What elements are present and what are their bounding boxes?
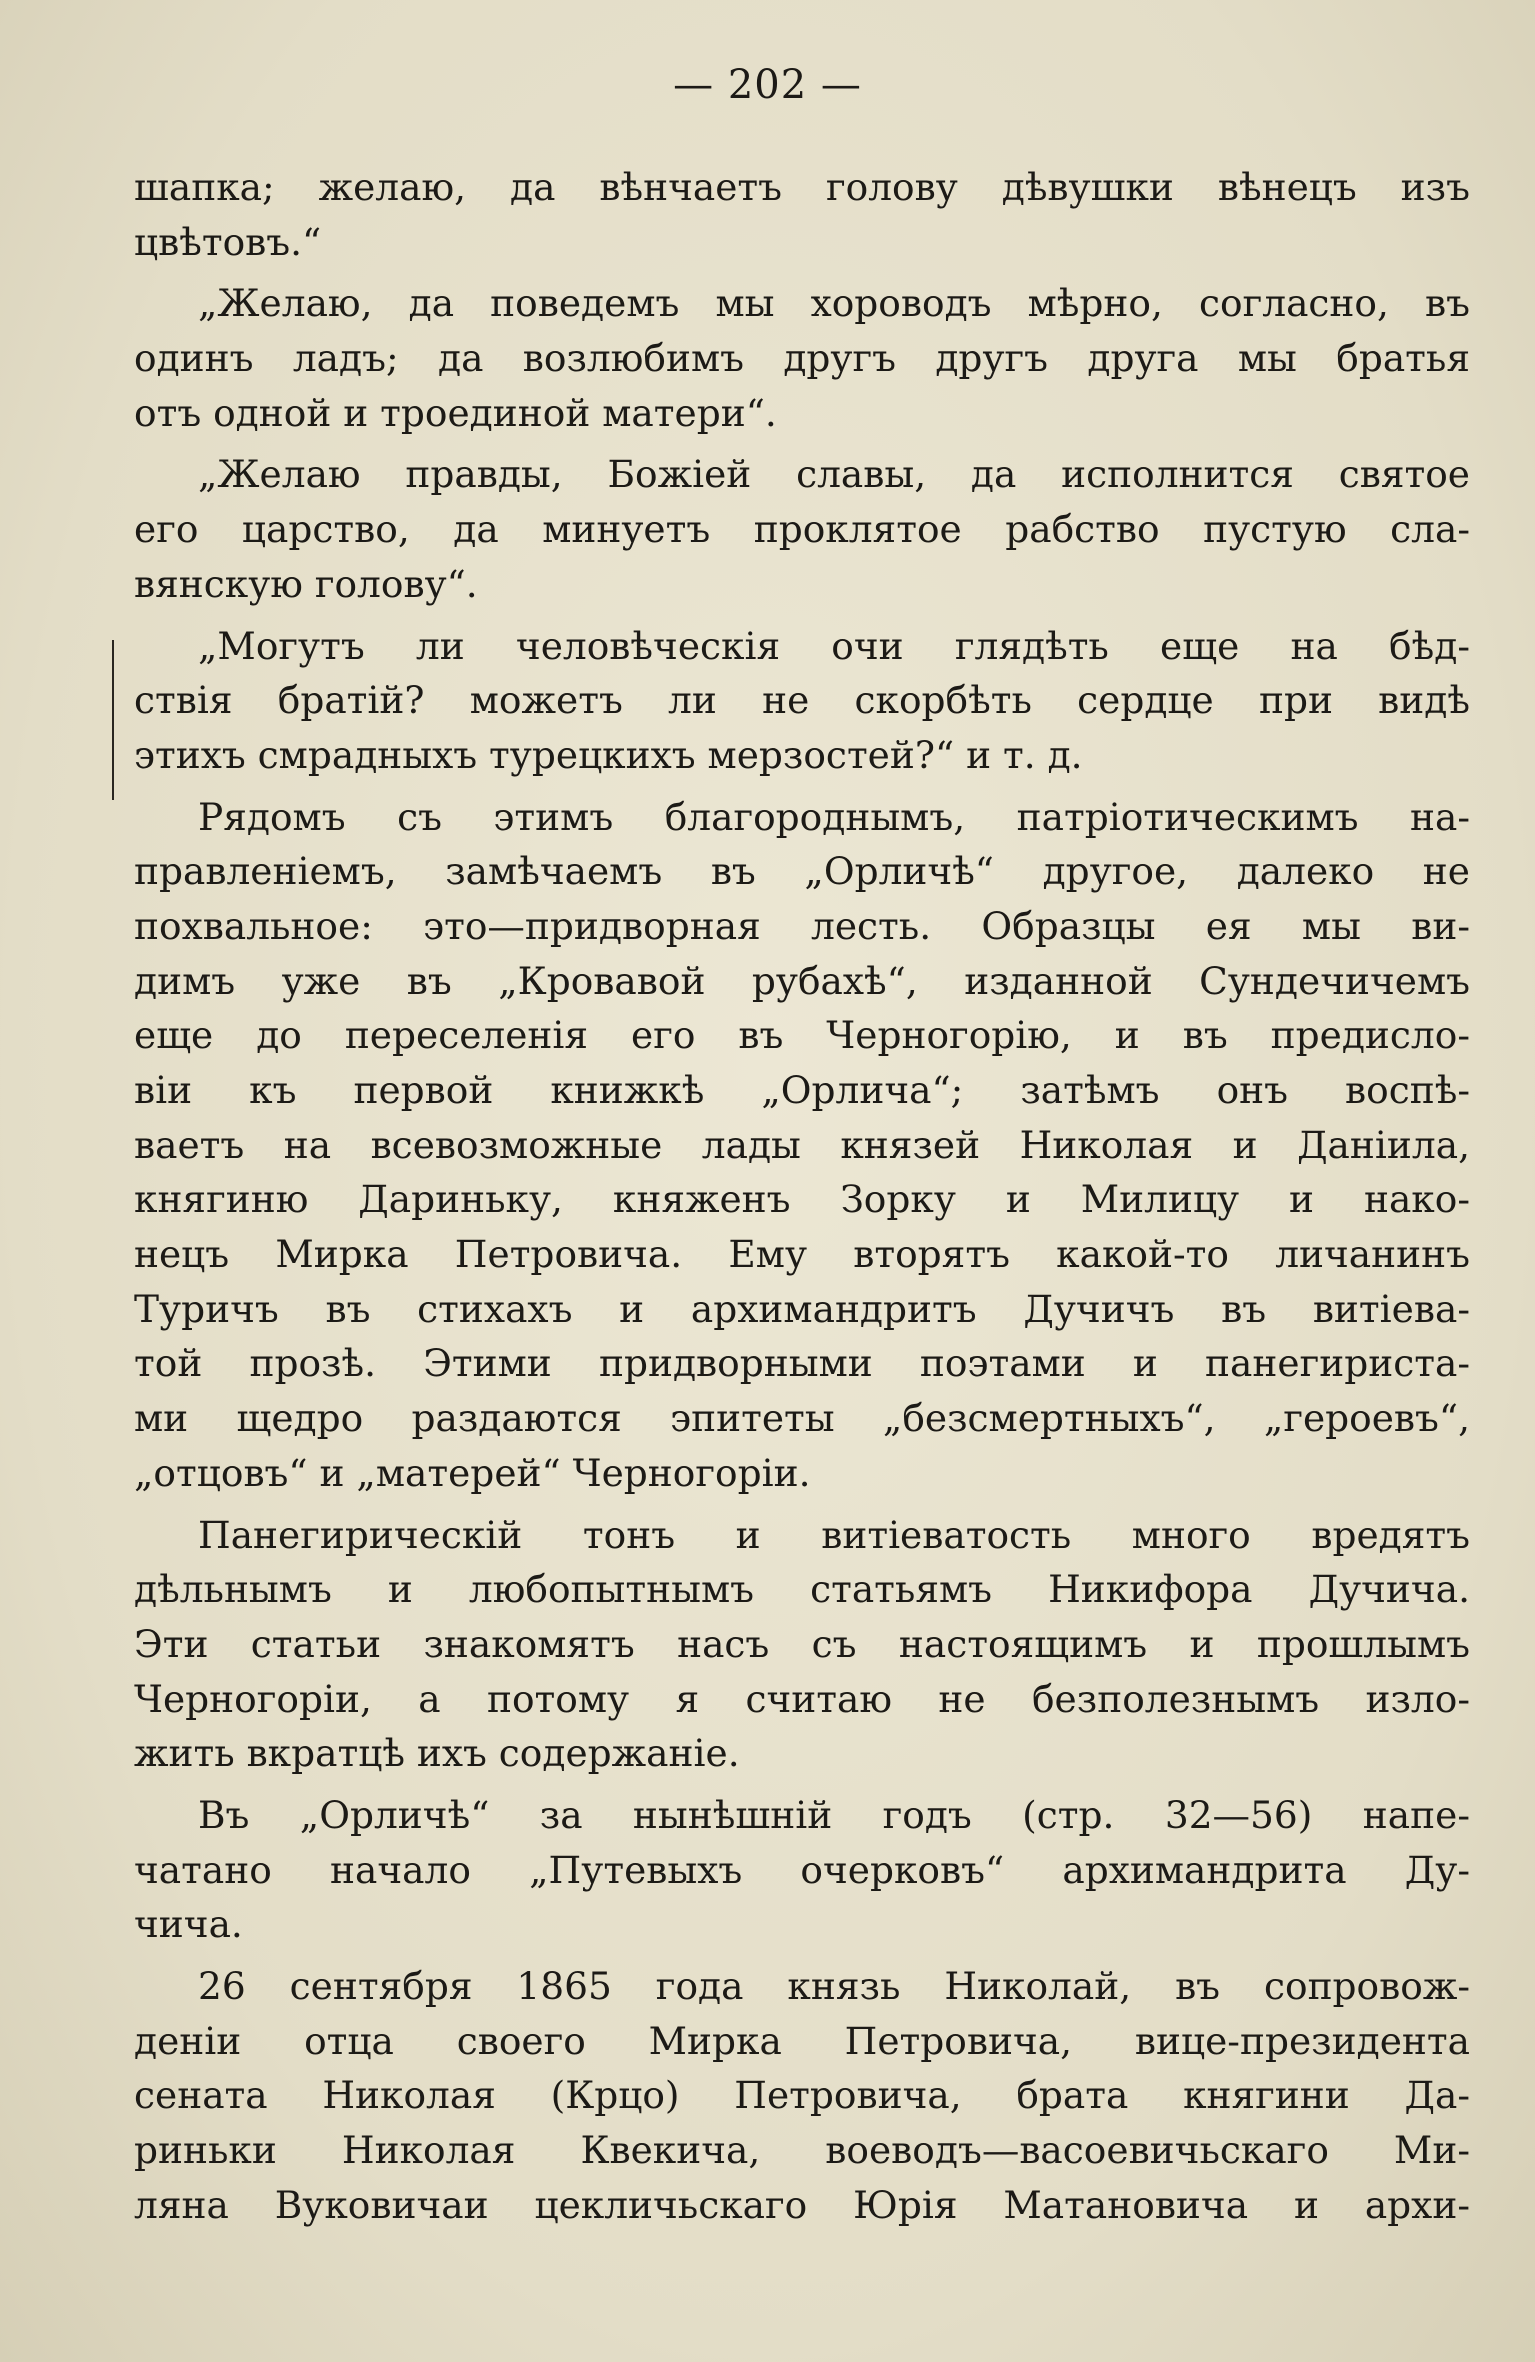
text-line: дѣльнымъ и любопытнымъ статьямъ Никифора Дучича. (134, 1567, 1470, 1612)
text-line: риньки Николая Квекича, воеводъ—васоевичьскаго Ми- (134, 2128, 1470, 2173)
text-line: чича. (134, 1902, 243, 1947)
text-line: „отцовъ“ и „матерей“ Черногорiи. (134, 1450, 811, 1495)
text-line: ляна Вуковичаи цекличьскаго Юрiя Матановича и архи- (134, 2182, 1470, 2227)
text-line: правленiемъ, замѣчаемъ въ „Орличѣ“ другое, далеко не (134, 849, 1470, 894)
text-line: княгиню Дариньку, княженъ Зорку и Милицу и нако- (134, 1177, 1470, 1222)
text-line: „Желаю, да поведемъ мы хороводъ мѣрно, согласно, въ (198, 281, 1470, 326)
text-line: цвѣтовъ.“ (134, 219, 322, 264)
text-line: отъ одной и троединой матери“. (134, 390, 777, 435)
body-text (134, 160, 1470, 2232)
text-line: чатано начало „Путевыхъ очерковъ“ архимандрита Ду- (134, 1847, 1470, 1892)
text-line: „Могутъ ли человѣческiя очи глядѣть еще на бѣд- (198, 623, 1470, 668)
text-line: ствiя братiй? можетъ ли не скорбѣть сердце при видѣ (134, 678, 1470, 723)
text-line: Рядомъ съ этимъ благороднымъ, патрiотическимъ на- (198, 794, 1470, 839)
text-line: Черногорiи, а потому я считаю не безполезнымъ изло- (134, 1676, 1470, 1721)
page-number: — 202 — (673, 62, 862, 108)
text-line: ми щедро раздаются эпитеты „безсмертныхъ“, „героевъ“, (134, 1396, 1470, 1441)
text-line: 26 сентября 1865 года князь Николай, въ сопровож- (198, 1964, 1470, 2008)
text-line: Туричъ въ стихахъ и архимандритъ Дучичъ въ витiева- (134, 1286, 1470, 1331)
text-line: димъ уже въ „Кровавой рубахѣ“, изданной Сундечичемъ (134, 958, 1470, 1003)
text-line: ваетъ на всевозможные лады князей Николая и Данiила, (134, 1122, 1470, 1167)
text-line: похвальное: это—придворная лесть. Образцы ея мы ви- (134, 903, 1470, 948)
text-line: денiи отца своего Мирка Петровича, вице-президента (134, 2018, 1470, 2063)
text-line: сената Николая (Крцо) Петровича, брата княгини Да- (134, 2073, 1470, 2118)
text-line: Въ „Орличѣ“ за нынѣшнiй годъ (стр. 32—56) напе- (198, 1792, 1470, 1837)
text-line: этихъ смрадныхъ турецкихъ мерзостей?“ и т. д. (134, 732, 1083, 777)
text-line: вiи къ первой книжкѣ „Орлича“; затѣмъ онъ воспѣ- (134, 1068, 1470, 1112)
text-line: одинъ ладъ; да возлюбимъ другъ другъ друга мы братья (134, 336, 1470, 381)
text-line: Панегирическiй тонъ и витiеватость много вредятъ (198, 1512, 1470, 1557)
text-line: той прозѣ. Этими придворными поэтами и панегириста- (134, 1341, 1470, 1386)
text-line: „Желаю правды, Божiей славы, да исполнится святое (198, 452, 1470, 497)
text-line: вянскую голову“. (134, 561, 478, 606)
margin-pencil-mark (112, 640, 114, 800)
text-line: шапка; желаю, да вѣнчаетъ голову дѣвушки вѣнецъ изъ (134, 165, 1470, 209)
text-line: нецъ Мирка Петровича. Ему вторятъ какой-то личанинъ (134, 1232, 1470, 1277)
text-line: еще до переселенiя его въ Черногорiю, и въ предисло- (134, 1013, 1470, 1058)
text-line: жить вкратцѣ ихъ содержанiе. (134, 1731, 740, 1776)
text-line: Эти статьи знакомятъ насъ съ настоящимъ и прошлымъ (134, 1621, 1470, 1666)
text-line: его царство, да минуетъ проклятое рабство пустую сла- (134, 507, 1470, 552)
